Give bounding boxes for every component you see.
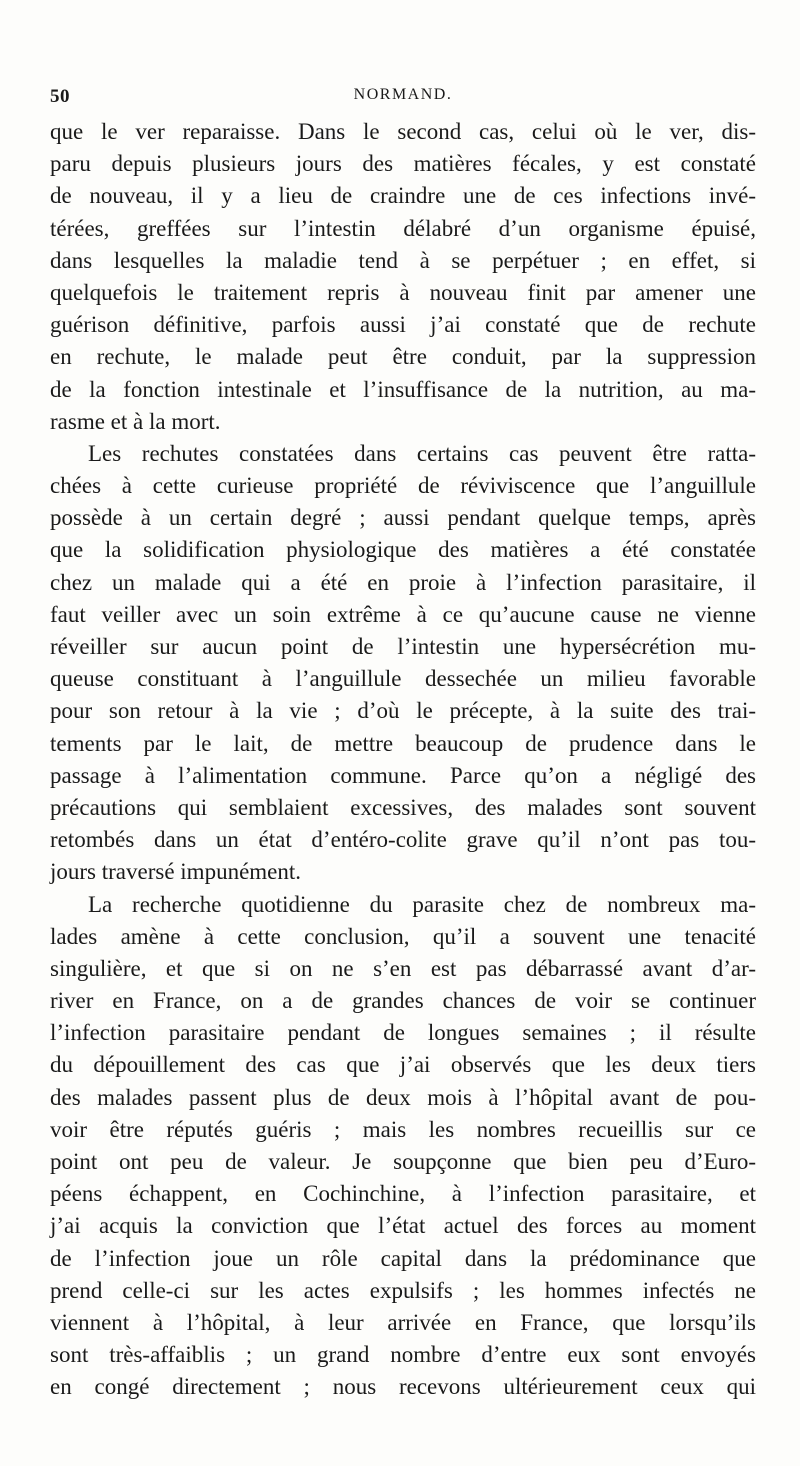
text-line: passage à l’alimentation commune. Parce qu’on a négligé des [50, 762, 756, 788]
text-line: La recherche quotidienne du parasite chez de nombreux ma- [88, 891, 756, 917]
text-line: paru depuis plusieurs jours des matières fécales, y est constaté [50, 151, 756, 177]
text-line: singulière, et que si on ne s’en est pas débarrassé avant d’ar- [50, 955, 756, 981]
text-line: j’ai acquis la conviction que l’état actuel des forces au moment [50, 1213, 756, 1239]
text-line: viennent à l’hôpital, à leur arrivée en France, que lorsqu’ils [50, 1309, 756, 1335]
text-line: jours traversé impunément. [50, 859, 302, 885]
text-line: térées, greffées sur l’intestin délabré d’un organisme épuisé, [50, 215, 756, 241]
page-number: 50 [50, 86, 70, 107]
running-title: NORMAND. [353, 86, 453, 103]
text-line: lades amène à cette conclusion, qu’il a souvent une tenacité [50, 923, 756, 949]
text-line: en congé directement ; nous recevons ultérieurement ceux qui [50, 1374, 756, 1400]
text-line: river en France, on a de grandes chances de voir se continuer [50, 988, 756, 1014]
text-line: possède à un certain degré ; aussi pendant quelque temps, après [50, 505, 756, 531]
text-line: Les rechutes constatées dans certains cas peuvent être ratta- [88, 440, 756, 466]
text-line: queuse constituant à l’anguillule dessechée un milieu favorable [50, 666, 756, 692]
text-line: de l’infection joue un rôle capital dans la prédominance que [50, 1245, 756, 1271]
text-line: guérison définitive, parfois aussi j’ai constaté que de rechute [50, 312, 756, 338]
text-line: quelquefois le traitement repris à nouveau finit par amener une [50, 279, 756, 305]
text-line: dans lesquelles la maladie tend à se perpétuer ; en effet, si [50, 247, 756, 273]
text-line: retombés dans un état d’entéro-colite grave qu’il n’ont pas tou- [50, 827, 756, 853]
text-line: prend celle-ci sur les actes expulsifs ; les hommes infectés ne [50, 1277, 756, 1303]
text-line: chez un malade qui a été en proie à l’infection parasitaire, il [50, 569, 756, 595]
text-line: que le ver reparaisse. Dans le second cas, celui où le ver, dis- [50, 119, 756, 144]
text-line: que la solidification physiologique des matières a été constatée [50, 537, 756, 563]
text-line: du dépouillement des cas que j’ai observés que les deux tiers [50, 1052, 756, 1078]
text-line: de la fonction intestinale et l’insuffisance de la nutrition, au ma- [50, 376, 756, 402]
text-line: tements par le lait, de mettre beaucoup de prudence dans le [50, 730, 756, 756]
text-line: rasme et à la mort. [50, 408, 221, 434]
text-line: voir être réputés guéris ; mais les nombres recueillis sur ce [50, 1116, 756, 1142]
text-line: pour son retour à la vie ; d’où le précepte, à la suite des trai- [50, 698, 756, 724]
text-line: point ont peu de valeur. Je soupçonne que bien peu d’Euro- [50, 1149, 756, 1174]
text-line: chées à cette curieuse propriété de réviviscence que l’anguillule [50, 473, 756, 499]
text-line: de nouveau, il y a lieu de craindre une de ces infections invé- [50, 183, 756, 209]
text-line: précautions qui semblaient excessives, des malades sont souvent [50, 794, 756, 820]
running-head [50, 86, 756, 112]
text-line: l’infection parasitaire pendant de longues semaines ; il résulte [50, 1020, 756, 1046]
text-line: faut veiller avec un soin extrême à ce qu’aucune cause ne vienne [50, 601, 756, 627]
body-text [50, 116, 756, 1404]
text-line: des malades passent plus de deux mois à l’hôpital avant de pou- [50, 1084, 756, 1110]
text-line: en rechute, le malade peut être conduit, par la suppression [50, 344, 756, 370]
text-line: sont très-affaiblis ; un grand nombre d’entre eux sont envoyés [50, 1342, 756, 1368]
text-line: péens échappent, en Cochinchine, à l’infection parasitaire, et [50, 1181, 756, 1207]
text-line: réveiller sur aucun point de l’intestin une hypersécrétion mu- [50, 634, 756, 659]
